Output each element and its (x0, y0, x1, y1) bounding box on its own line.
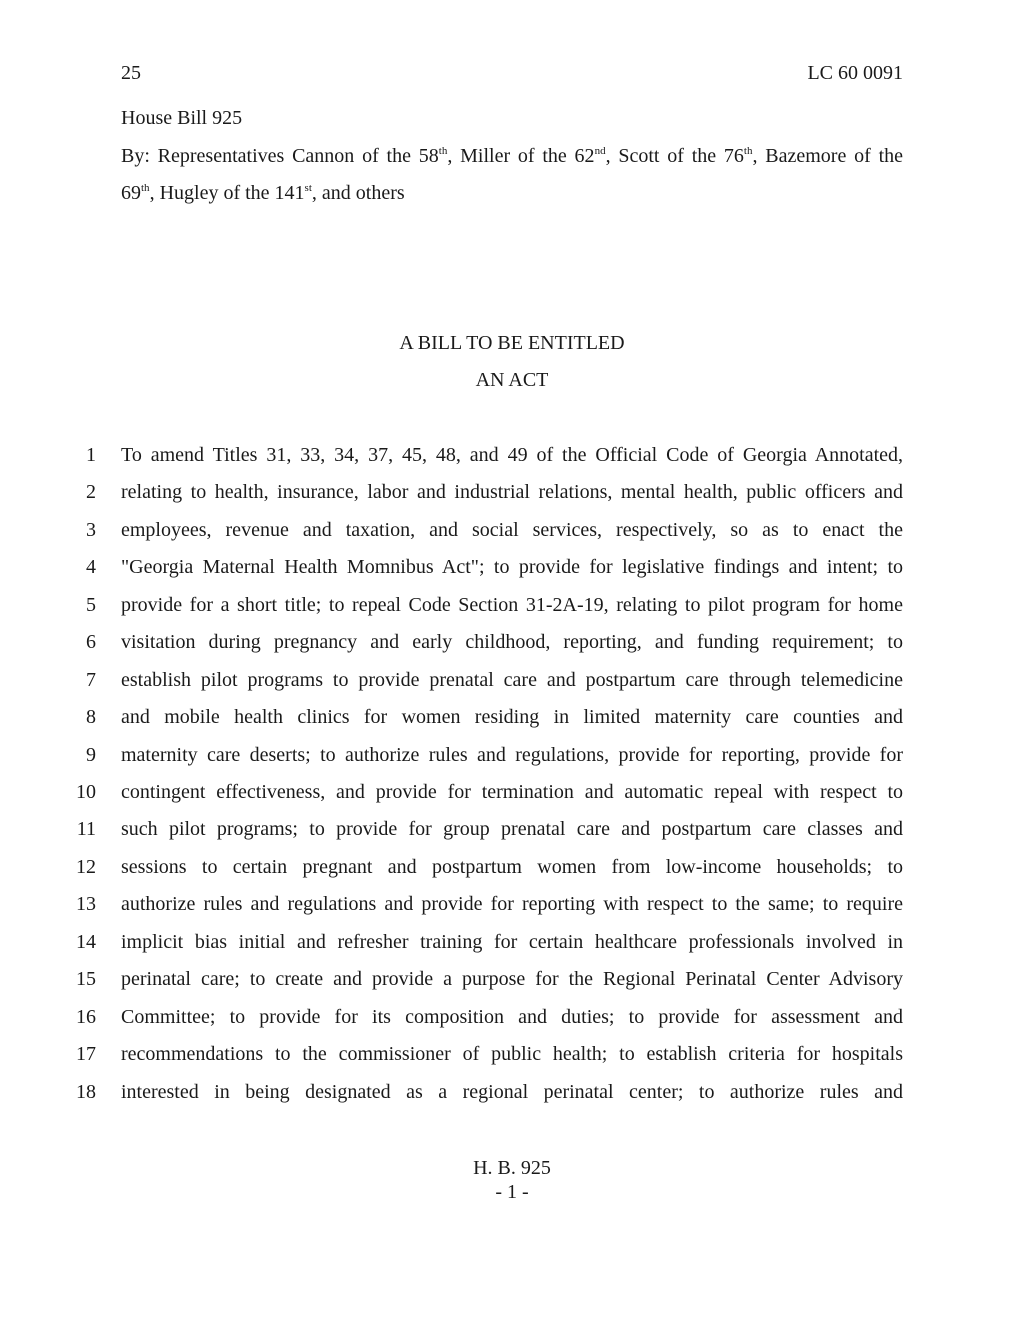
line-number: 8 (86, 706, 96, 728)
header-page-number: 25 (121, 62, 141, 84)
text-line (0, 781, 1024, 807)
text-line (0, 744, 1024, 770)
text-line (0, 818, 1024, 844)
line-number: 9 (86, 744, 96, 766)
line-text: such pilot programs; to provide for group prenatal care and postpartum care classes and (121, 818, 903, 840)
line-number: 6 (86, 631, 96, 653)
line-number: 3 (86, 519, 96, 541)
line-text: provide for a short title; to repeal Code Section 31-2A-19, relating to pilot program for home (121, 594, 903, 616)
line-number: 10 (76, 781, 96, 803)
sponsors-line-1: By: Representatives Cannon of the 58th, Miller of the 62nd, Scott of the 76th, Bazemore of the (121, 145, 903, 167)
line-text: and mobile health clinics for women residing in limited maternity care counties and (121, 706, 903, 728)
line-text: perinatal care; to create and provide a purpose for the Regional Perinatal Center Advisory (121, 968, 903, 990)
line-number: 7 (86, 669, 96, 691)
footer-bill-ref: H. B. 925 (473, 1157, 551, 1179)
text-line (0, 706, 1024, 732)
text-line (0, 893, 1024, 919)
bill-title: House Bill 925 (121, 107, 243, 129)
line-number: 4 (86, 556, 96, 578)
line-number: 13 (76, 893, 96, 915)
text-line (0, 931, 1024, 957)
text-line (0, 556, 1024, 582)
line-text: To amend Titles 31, 33, 34, 37, 45, 48, and 49 of the Official Code of Georgia Annotated, (121, 444, 903, 466)
text-line (0, 631, 1024, 657)
text-line (0, 669, 1024, 695)
line-number: 16 (76, 1006, 96, 1028)
line-text: visitation during pregnancy and early childhood, reporting, and funding requirement; to (121, 631, 903, 653)
header-doc-code: LC 60 0091 (807, 62, 903, 84)
line-text: sessions to certain pregnant and postpartum women from low-income households; to (121, 856, 903, 878)
text-line (0, 594, 1024, 620)
line-text: implicit bias initial and refresher training for certain healthcare professionals involved in (121, 931, 903, 953)
line-text: recommendations to the commissioner of public health; to establish criteria for hospitals (121, 1043, 903, 1065)
line-text: Committee; to provide for its composition and duties; to provide for assessment and (121, 1006, 903, 1028)
text-line (0, 968, 1024, 994)
line-number: 1 (86, 444, 96, 466)
line-text: employees, revenue and taxation, and social services, respectively, so as to enact the (121, 519, 903, 541)
line-text: "Georgia Maternal Health Momnibus Act"; to provide for legislative findings and intent; to (121, 556, 903, 578)
line-number: 14 (76, 931, 96, 953)
line-text: contingent effectiveness, and provide for termination and automatic repeal with respect to (121, 781, 903, 803)
line-number: 5 (86, 594, 96, 616)
line-text: maternity care deserts; to authorize rules and regulations, provide for reporting, provide for (121, 744, 903, 766)
text-line (0, 481, 1024, 507)
line-number: 15 (76, 968, 96, 990)
line-number: 17 (76, 1043, 96, 1065)
line-text: establish pilot programs to provide prenatal care and postpartum care through telemedicine (121, 669, 903, 691)
line-number: 18 (76, 1081, 96, 1103)
line-number: 12 (76, 856, 96, 878)
heading-bill-entitled: A BILL TO BE ENTITLED (399, 332, 625, 354)
footer-page-number: - 1 - (495, 1181, 529, 1203)
line-text: relating to health, insurance, labor and industrial relations, mental health, public officers and (121, 481, 903, 503)
text-line (0, 1081, 1024, 1107)
text-line (0, 1006, 1024, 1032)
text-line (0, 519, 1024, 545)
heading-an-act: AN ACT (475, 369, 549, 391)
line-text: interested in being designated as a regional perinatal center; to authorize rules and (121, 1081, 903, 1103)
text-line (0, 444, 1024, 470)
text-line (0, 1043, 1024, 1069)
line-text: authorize rules and regulations and provide for reporting with respect to the same; to require (121, 893, 903, 915)
line-number: 11 (76, 818, 96, 840)
text-line (0, 856, 1024, 882)
line-number: 2 (86, 481, 96, 503)
sponsors-line-2: 69th, Hugley of the 141st, and others (121, 182, 405, 204)
